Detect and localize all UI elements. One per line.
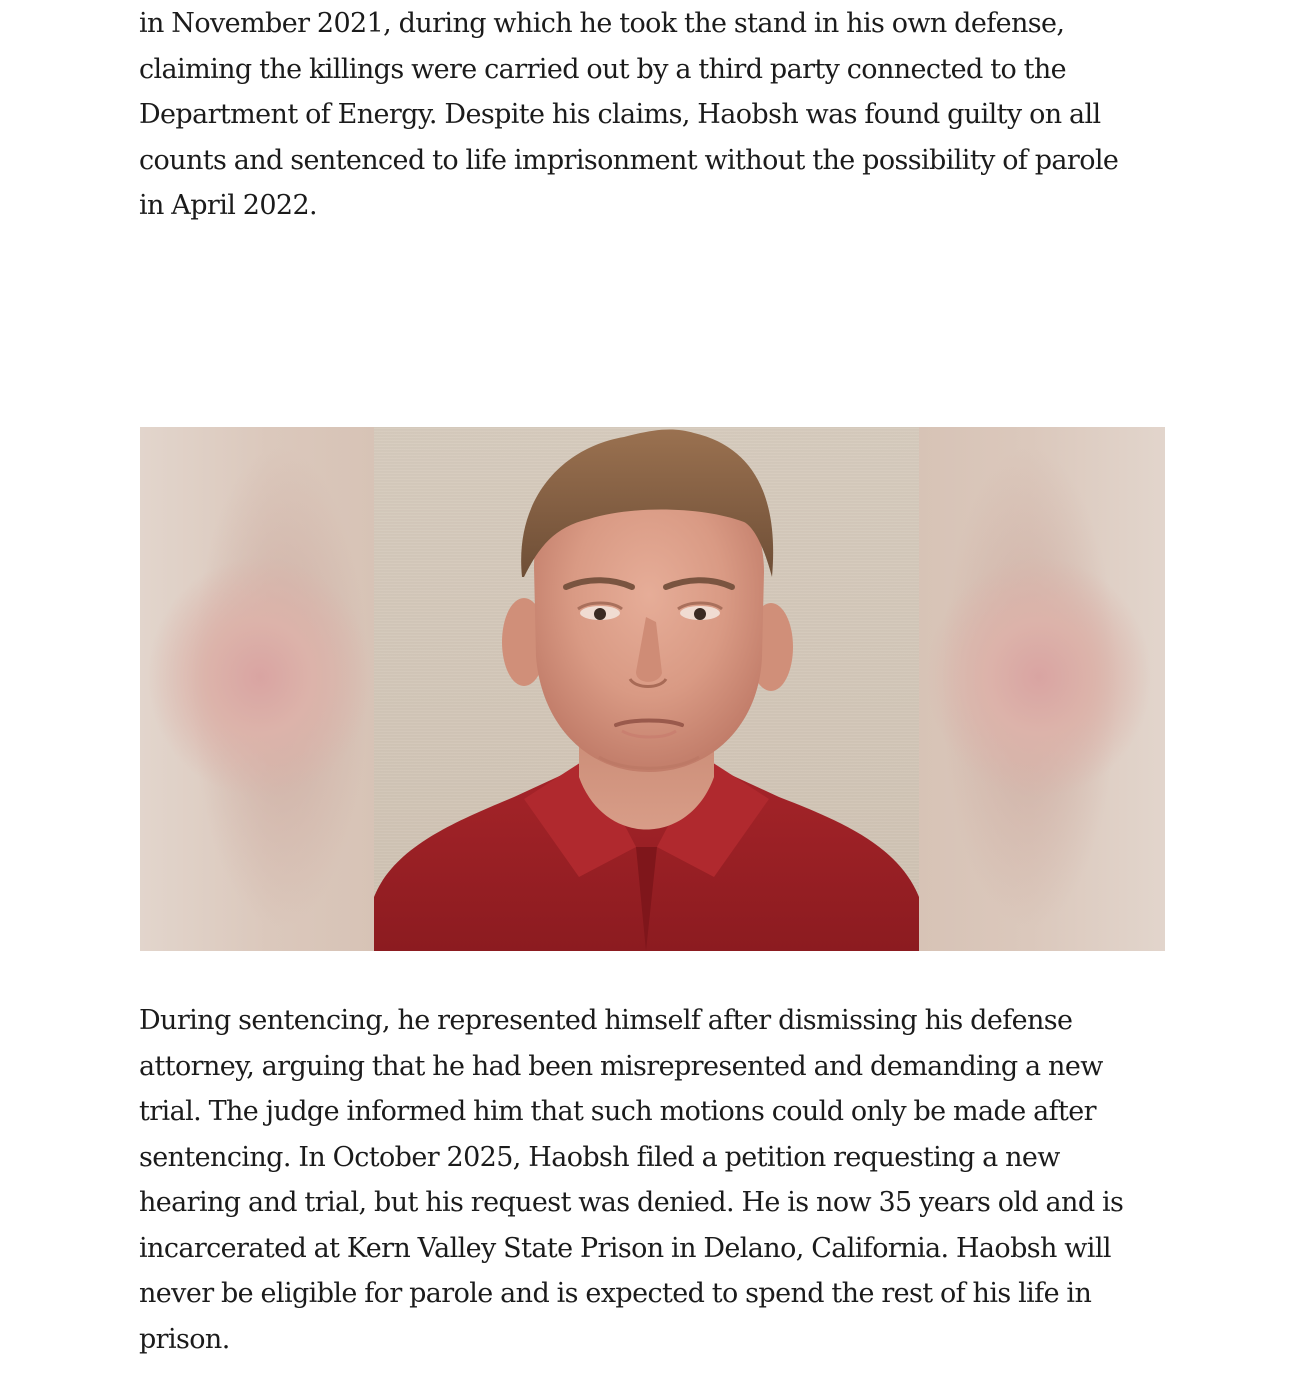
paragraph-line: sentencing. In October 2025, Haobsh filed a petition requesting a new bbox=[139, 1141, 1060, 1173]
article-paragraph-bottom bbox=[139, 998, 1169, 1362]
paragraph-line: hearing and trial, but his request was denied. He is now 35 years old and is bbox=[139, 1187, 1124, 1218]
paragraph-line: During sentencing, he represented himself after dismissing his defense bbox=[139, 1005, 1073, 1036]
paragraph-line: in November 2021, during which he took the stand in his own defense, bbox=[139, 8, 1065, 39]
portrait-illustration bbox=[374, 427, 919, 951]
photo-blur-right bbox=[919, 427, 1165, 951]
mugshot-image bbox=[374, 427, 919, 951]
article-paragraph-top bbox=[139, 1, 1169, 229]
paragraph-line: in April 2022. bbox=[139, 190, 318, 221]
article-photo bbox=[140, 427, 1165, 951]
paragraph-line: counts and sentenced to life imprisonment without the possibility of parole bbox=[139, 144, 1119, 176]
paragraph-line: incarcerated at Kern Valley State Prison in Delano, California. Haobsh will bbox=[139, 1232, 1111, 1264]
paragraph-line: claiming the killings were carried out by a third party connected to the bbox=[139, 53, 1067, 85]
paragraph-line: never be eligible for parole and is expected to spend the rest of his life in bbox=[139, 1278, 1092, 1309]
paragraph-line: Department of Energy. Despite his claims, Haobsh was found guilty on all bbox=[139, 99, 1101, 130]
photo-blur-left bbox=[140, 427, 374, 951]
paragraph-line: trial. The judge informed him that such motions could only be made after bbox=[139, 1096, 1096, 1127]
paragraph-line: prison. bbox=[139, 1323, 230, 1355]
paragraph-line: attorney, arguing that he had been misrepresented and demanding a new bbox=[139, 1050, 1103, 1082]
